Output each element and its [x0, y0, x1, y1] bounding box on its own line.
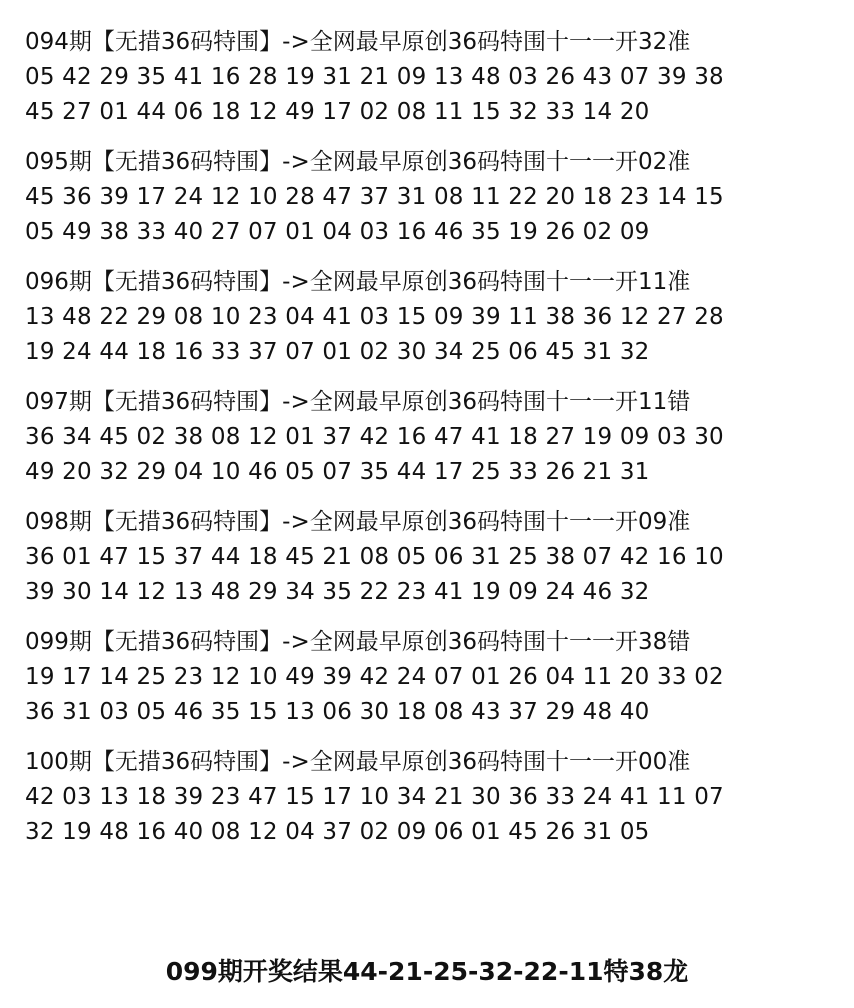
- period-block-098: [25, 505, 830, 610]
- number-row: 36 31 03 05 46 35 15 13 06 30 18 08 43 37 29 48 40: [25, 699, 650, 725]
- number-row: 45 27 01 44 06 18 12 49 17 02 08 11 15 32 33 14 20: [25, 99, 650, 125]
- number-row: 45 36 39 17 24 12 10 28 47 37 31 08 11 22 20 18 23 14 15: [25, 184, 724, 210]
- period-header: 099期【无措36码特围】->全网最早原创36码特围十一一开38错: [25, 629, 691, 655]
- number-row: 36 34 45 02 38 08 12 01 37 42 16 47 41 18 27 19 09 03 30: [25, 424, 724, 450]
- number-row: 36 01 47 15 37 44 18 45 21 08 05 06 31 25 38 07 42 16 10: [25, 544, 724, 570]
- number-row: 32 19 48 16 40 08 12 04 37 02 09 06 01 45 26 31 05: [25, 819, 650, 845]
- period-block-094: [25, 25, 830, 130]
- period-header: 096期【无措36码特围】->全网最早原创36码特围十一一开11准: [25, 269, 691, 295]
- number-row: 49 20 32 29 04 10 46 05 07 35 44 17 25 33 26 21 31: [25, 459, 650, 485]
- number-row: 42 03 13 18 39 23 47 15 17 10 34 21 30 36 33 24 41 11 07: [25, 784, 724, 810]
- period-block-099: [25, 625, 830, 730]
- number-row: 39 30 14 12 13 48 29 34 35 22 23 41 19 09 24 46 32: [25, 579, 650, 605]
- number-row: 19 17 14 25 23 12 10 49 39 42 24 07 01 26 04 11 20 33 02: [25, 664, 724, 690]
- number-row: 05 42 29 35 41 16 28 19 31 21 09 13 48 03 26 43 07 39 38: [25, 64, 724, 90]
- number-row: 13 48 22 29 08 10 23 04 41 03 15 09 39 11 38 36 12 27 28: [25, 304, 724, 330]
- period-block-096: [25, 265, 830, 370]
- period-block-100: [25, 745, 830, 850]
- period-header: 095期【无措36码特围】->全网最早原创36码特围十一一开02准: [25, 149, 691, 175]
- period-header: 098期【无措36码特围】->全网最早原创36码特围十一一开09准: [25, 509, 691, 535]
- period-header: 100期【无措36码特围】->全网最早原创36码特围十一一开00准: [25, 749, 691, 775]
- prediction-list: [25, 25, 830, 865]
- number-row: 05 49 38 33 40 27 07 01 04 03 16 46 35 19 26 02 09: [25, 219, 650, 245]
- period-block-095: [25, 145, 830, 250]
- period-header: 097期【无措36码特围】->全网最早原创36码特围十一一开11错: [25, 389, 691, 415]
- draw-result-footer: 099期开奖结果44-21-25-32-22-11特38龙: [165, 957, 689, 986]
- number-row: 19 24 44 18 16 33 37 07 01 02 30 34 25 06 45 31 32: [25, 339, 650, 365]
- period-header: 094期【无措36码特围】->全网最早原创36码特围十一一开32准: [25, 29, 691, 55]
- period-block-097: [25, 385, 830, 490]
